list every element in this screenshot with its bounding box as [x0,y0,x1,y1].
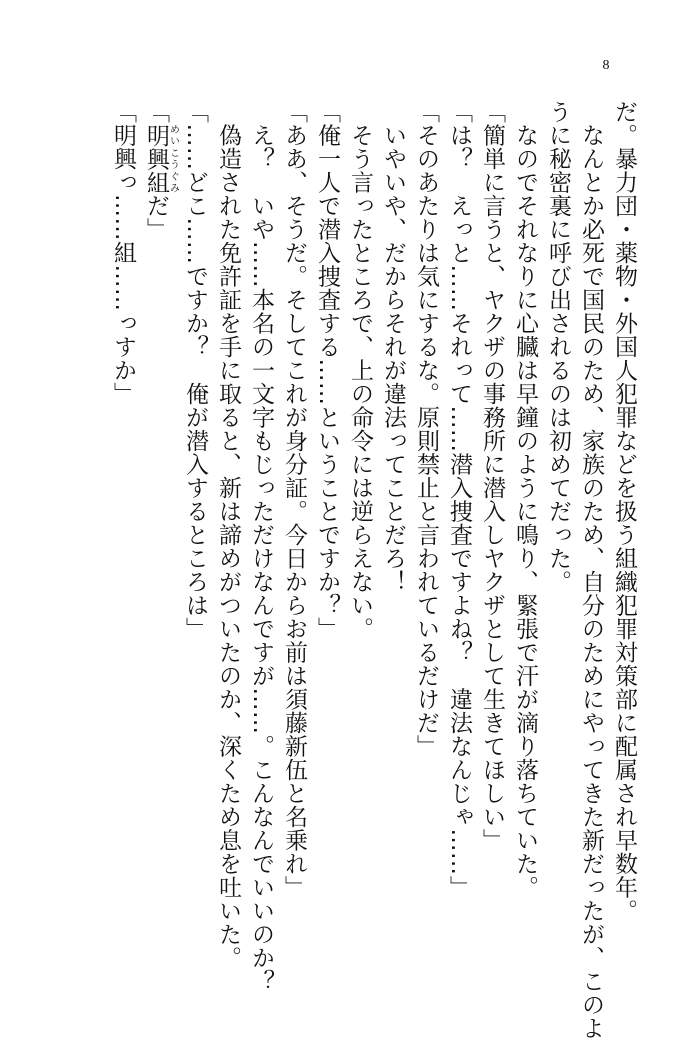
text-line: 「明興っ……組……っすか」 [110,100,136,406]
text-line: だ。暴力団・薬物・外国人犯罪などを扱う組織犯罪対策部に配属され早数年。 [611,100,637,923]
text-line: なんとか必死で国民のため、家族のため、自分のためにやってきた新だったが、このよ [578,100,604,1040]
text-line: 偽造された免許証を手に取ると、新は諦めがついたのか、深くため息を吐いた。 [215,100,241,970]
ruby-line-tail: だ」 [143,194,169,241]
ruby-open-bracket: 「 [143,100,169,124]
text-line: 「……どこ……ですか？ 俺が潜入するところは」 [182,100,208,641]
text-line: うに秘密裏に呼び出されるのは初めてだった。 [545,100,571,594]
text-line: 「俺一人で潜入捜査する……ということですか？」 [314,100,340,641]
ruby-base: 明興組 [143,123,169,194]
text-line: 「そのあたりは気にするな。原則禁止と言われているだけだ」 [413,100,439,758]
ruby-word [143,123,179,195]
text-line: 「は？ えっと……それって……潜入捜査ですよね？ 違法なんじゃ……」 [446,100,472,899]
page-number: 8 [602,58,610,73]
text-line: 「ああ、そうだ。そしてこれが身分証。今日からお前は須藤新伍と名乗れ」 [281,100,307,899]
text-line: 「簡単に言うと、ヤクザの事務所に潜入しヤクザとして生きてほしい」 [479,100,505,852]
ruby-reading: めいこうぐみ [167,123,179,194]
vertical-text-body [106,100,640,1040]
text-line: いやいや、だからそれが違法ってことだろ！ [380,100,406,594]
text-line: なのでそれなりに心臓は早鐘のように鳴り、緊張で汗が滴り落ちていた。 [512,100,538,899]
text-line-with-ruby [139,100,178,980]
text-line: そう言ったところで、上の命令には逆らえない。 [347,100,373,641]
text-line: え？ いや……本名の一文字もじっただけなんですが……。こんなんでいいのか？ [248,100,274,993]
